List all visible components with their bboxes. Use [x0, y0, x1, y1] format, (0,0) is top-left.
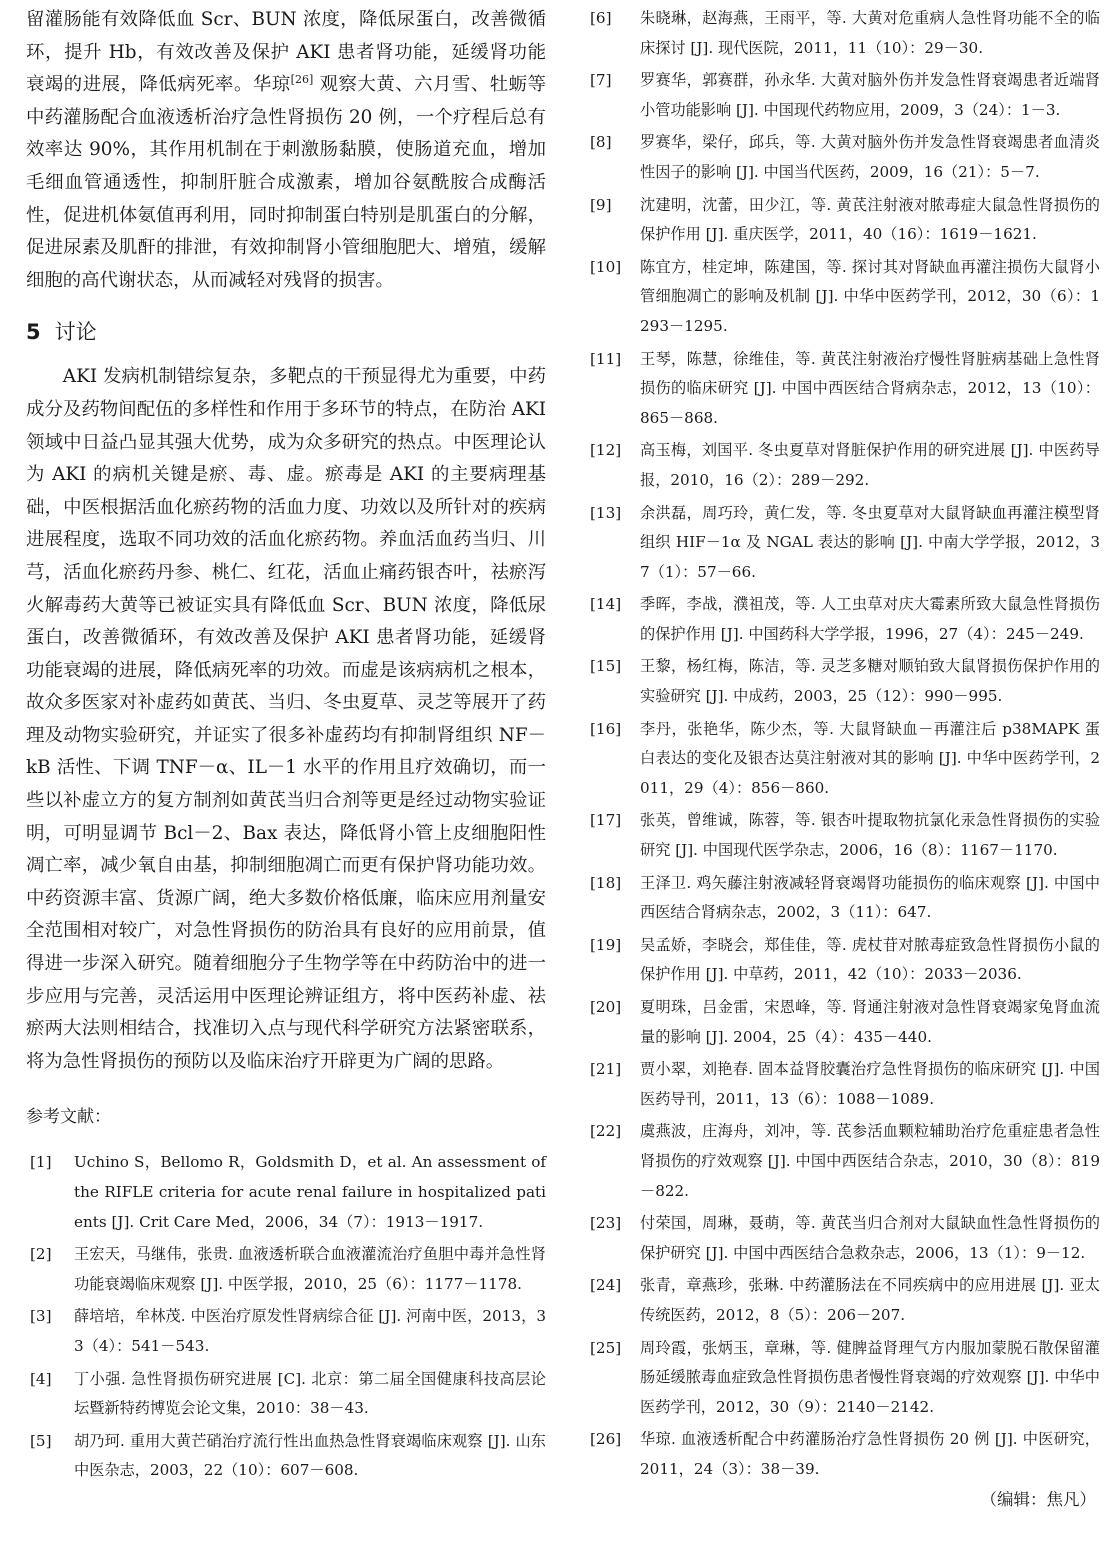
reference-number: [16] — [590, 719, 622, 738]
reference-number: [19] — [590, 935, 622, 954]
reference-item — [584, 1425, 1100, 1484]
reference-item — [584, 128, 1100, 187]
reference-number: [14] — [590, 595, 622, 614]
reference-item — [584, 931, 1100, 990]
reference-number: [11] — [590, 349, 622, 368]
reference-text: 余洪磊，周巧玲，黄仁发，等. 冬虫夏草对大鼠肾缺血再灌注模型肾组织 HIF－1α 及 NGAL 表达的影响 [J]. 中南大学学报，2012，37（1）：57－66. — [640, 503, 1100, 581]
reference-item — [584, 499, 1100, 588]
reference-item — [584, 1334, 1100, 1423]
reference-text: 王宏天，马继伟，张贵. 血液透析联合血液灌流治疗鱼胆中毒并急性肾功能衰竭临床观察 [J]. 中医学报，2010，25（6）：1177－1178. — [74, 1245, 546, 1293]
reference-text: 季晖，李战，濮祖茂，等. 人工虫草对庆大霉素所致大鼠急性肾损伤的保护作用 [J]. 中国药科大学学报，1996，27（4）：245－249. — [640, 595, 1100, 643]
reference-number: [18] — [590, 873, 622, 892]
reference-text: 丁小强. 急性肾损伤研究进展 [C]. 北京：第二届全国健康科技高层论坛暨新特药博览会论文集，2010：38－43. — [74, 1369, 546, 1418]
reference-text: 罗赛华，郭赛群，孙永华. 大黄对脑外伤并发急性肾衰竭患者近端肾小管功能影响 [J]. 中国现代药物应用，2009，3（24）：1－3. — [640, 71, 1100, 119]
reference-number: [22] — [590, 1122, 622, 1141]
reference-text: 罗赛华，梁仔，邱兵，等. 大黄对脑外伤并发急性肾衰竭患者血清炎性因子的影响 [J]. 中国当代医药，2009，16（21）：5－7. — [640, 133, 1100, 181]
reference-item — [584, 993, 1100, 1052]
reference-text: 华琼. 血液透析配合中药灌肠治疗急性肾损伤 20 例 [J]. 中医研究，2011，24（3）：38－39. — [640, 1430, 1100, 1478]
reference-item — [584, 253, 1100, 342]
reference-item — [584, 652, 1100, 711]
reference-text: 高玉梅，刘国平. 冬虫夏草对肾脏保护作用的研究进展 [J]. 中医药导报，2010，16（2）：289－292. — [640, 441, 1100, 489]
reference-list-left — [26, 1148, 546, 1486]
reference-text: 朱晓琳，赵海燕，王雨平，等. 大黄对危重病人急性肾功能不全的临床探讨 [J]. 现代医院，2011，11（10）：29－30. — [640, 9, 1100, 57]
reference-number: [25] — [590, 1338, 622, 1357]
reference-number: [26] — [590, 1430, 622, 1449]
reference-text: 薛培培，牟林茂. 中医治疗原发性肾病综合征 [J]. 河南中医，2013，33（4）：541－543. — [74, 1307, 546, 1355]
treatment-paragraph — [26, 4, 546, 297]
reference-number: [23] — [590, 1214, 622, 1233]
reference-number: [3] — [30, 1307, 52, 1326]
reference-item — [26, 1302, 546, 1361]
reference-text: 吴孟娇，李晓会，郑佳佳，等. 虎杖苷对脓毒症致急性肾损伤小鼠的保护作用 [J]. 中草药，2011，42（10）：2033－2036. — [640, 935, 1100, 984]
reference-number: [4] — [30, 1369, 52, 1388]
reference-text: 李丹，张艳华，陈少杰，等. 大鼠肾缺血－再灌注后 p38MAPK 蛋白表达的变化及银杏达莫注射液对其的影响 [J]. 中华中医药学刊，2011，29（4）：856－860. — [640, 719, 1100, 797]
reference-number: [12] — [590, 441, 622, 460]
reference-item — [26, 1427, 546, 1486]
reference-text: 张英，曾维诚，陈蓉，等. 银杏叶提取物抗氯化汞急性肾损伤的实验研究 [J]. 中国现代医学杂志，2006，16（8）：1167－1170. — [640, 811, 1100, 860]
references-heading: 参考文献： — [26, 1107, 111, 1128]
reference-number: [21] — [590, 1060, 622, 1079]
reference-number: [2] — [30, 1245, 52, 1264]
reference-number: [7] — [590, 71, 612, 90]
reference-item — [26, 1148, 546, 1237]
reference-item — [584, 806, 1100, 865]
reference-number: [15] — [590, 657, 622, 676]
reference-number: [1] — [30, 1153, 52, 1172]
left-column — [26, 4, 546, 1489]
reference-item — [584, 590, 1100, 649]
reference-item — [584, 436, 1100, 495]
reference-text: 陈宜方，桂定坤，陈建国，等. 探讨其对肾缺血再灌注损伤大鼠肾小管细胞凋亡的影响及机制 [J]. 中华中医药学刊，2012，30（6）：1293－1295. — [640, 257, 1100, 335]
paragraph-text: 观察大黄、六月雪、牡蛎等中药灌肠配合血液透析治疗急性肾损伤 20 例，一个疗程后总有效率达 90%，其作用机制在于刺激肠黏膜，使肠道充血，增加毛细血管通透性，抑制肝脏合成激素，增加谷氨酰胺合成酶活性，促进机体氨值再利用，同时抑制蛋白特别是肌蛋白的分解，促进尿素及肌酐的排泄，有效抑制肾小管细胞肥大、增殖，缓解细胞的高代谢状态，从而减轻对残肾的损害。 — [26, 74, 546, 291]
reference-item — [584, 1209, 1100, 1268]
reference-item — [584, 1117, 1100, 1206]
section-title: 讨论 — [54, 320, 97, 345]
reference-item — [584, 715, 1100, 804]
reference-item — [26, 1365, 546, 1424]
reference-number: [5] — [30, 1431, 52, 1450]
reference-text: 贾小翠，刘艳春. 固本益肾胶囊治疗急性肾损伤的临床研究 [J]. 中国医药导刊，2011，13（6）：1088－1089. — [640, 1060, 1100, 1108]
reference-item — [26, 1240, 546, 1299]
reference-text: 沈建明，沈蕾，田少江，等. 黄芪注射液对脓毒症大鼠急性肾损伤的保护作用 [J]. 重庆医学，2011，40（16）：1619－1621. — [640, 195, 1100, 244]
reference-number: [17] — [590, 811, 622, 830]
reference-text: 王泽卫. 鸡矢藤注射液减轻肾衰竭肾功能损伤的临床观察 [J]. 中国中西医结合肾病杂志，2002，3（11）：647. — [640, 873, 1100, 922]
reference-number: [8] — [590, 133, 612, 152]
reference-number: [10] — [590, 257, 622, 276]
reference-number: [9] — [590, 195, 612, 214]
reference-text: 周玲霞，张炳玉，章琳，等. 健脾益肾理气方内服加蒙脱石散保留灌肠延缓脓毒血症致急性肾损伤患者慢性肾衰竭的疗效观察 [J]. 中华中医药学刊，2012，30（9）：2140－2142. — [640, 1338, 1100, 1416]
reference-number: [13] — [590, 503, 622, 522]
reference-number: [24] — [590, 1276, 622, 1295]
reference-number: [6] — [590, 9, 612, 27]
reference-item — [584, 66, 1100, 125]
reference-text: 胡乃珂. 重用大黄芒硝治疗流行性出血热急性肾衰竭临床观察 [J]. 山东中医杂志，2003，22（10）：607－608. — [74, 1431, 546, 1480]
reference-item — [584, 869, 1100, 928]
reference-text: Uchino S，Bellomo R，Goldsmith D，et al. An assessment of the RIFLE criteria for acute renal failure in hospitalized patients [J]. Crit Care Med，2006，34（7）：1913－1917. — [74, 1153, 546, 1231]
right-column — [584, 4, 1100, 1514]
editor-credit: （编辑：焦凡） — [980, 1489, 1096, 1509]
reference-text: 付荣国，周琳，聂萌，等. 黄芪当归合剂对大鼠缺血性急性肾损伤的保护研究 [J]. 中国中西医结合急救杂志，2006，13（1）：9－12. — [640, 1214, 1100, 1262]
reference-item — [584, 1271, 1100, 1330]
reference-item — [584, 4, 1100, 63]
section-number: 5 — [26, 320, 41, 345]
reference-item — [584, 1055, 1100, 1114]
citation-superscript[interactable]: [26] — [290, 73, 314, 87]
paragraph-text: 留灌肠能有效降低血 Scr、BUN 浓度，降低尿蛋白，改善微循环，提升 Hb，有效改善及保护 AKI 患者肾功能，延缓肾功能衰竭的进展，降低病死率。华琼 — [26, 9, 546, 96]
reference-text: 夏明珠，吕金雷，宋恩峰，等. 肾通注射液对急性肾衰竭家兔肾血流量的影响 [J]. 2004，25（4）：435－440. — [640, 998, 1100, 1046]
reference-number: [20] — [590, 998, 622, 1016]
reference-text: 王琴，陈慧，徐维佳，等. 黄芪注射液治疗慢性肾脏病基础上急性肾损伤的临床研究 [J]. 中国中西医结合肾病杂志，2012，13（10）：865－868. — [640, 349, 1100, 427]
reference-text: 王黎，杨红梅，陈洁，等. 灵芝多糖对顺铂致大鼠肾损伤保护作用的实验研究 [J]. 中成药，2003，25（12）：990－995. — [640, 657, 1100, 706]
reference-text: 虞燕波，庄海舟，刘冲，等. 芪参活血颗粒辅助治疗危重症患者急性肾损伤的疗效观察 [J]. 中国中西医结合杂志，2010，30（8）：819－822. — [640, 1122, 1100, 1200]
discussion-paragraph: AKI 发病机制错综复杂，多靶点的干预显得尤为重要，中药成分及药物间配伍的多样性和作用于多环节的特点，在防治 AKI 领域中日益凸显其强大优势，成为众多研究的热点。中医理论认为 AKI 的病机关键是瘀、毒、虚。瘀毒是 AKI 的主要病理基础，中医根据活血化瘀药物的活血力度、功效以及所针对的疾病进展程度，选取不同功效的活血化瘀药物。养血活血药当归、川芎，活血化瘀药丹参、桃仁、红花，活血止痛药银杏叶，祛瘀泻火解毒药大黄等已被证实具有降低血 Scr、BUN 浓度，降低尿蛋白，改善微循环，有效改善及保护 AKI 患者肾功能，延缓肾功能衰竭的进展，降低病死率的功效。而虚是该病病机之根本，故众多医家对补虚药如黄芪、当归、冬虫夏草、灵芝等展开了药理及动物实验研究，并证实了很多补虚药均有抑制肾组织 NF－kB 活性、下调 TNF－α、IL－1 水平的作用且疗效确切，而一些以补虚立方的复方制剂如黄芪当归合剂等更是经过动物实验证明，可明显调节 Bcl－2、Bax 表达，降低肾小管上皮细胞阳性凋亡率，减少氧自由基，抑制细胞凋亡而更有保护肾功能功效。中药资源丰富、货源广阔，绝大多数价格低廉，临床应用剂量安全范围相对较广，对急性肾损伤的防治具有良好的应用前景，值得进一步深入研究。随着细胞分子生物学等在中药防治中的进一步应用与完善，灵活运用中医理论辨证组方，将中医药补虚、祛瘀两大法则相结合，找准切入点与现代科学研究方法紧密联系，将为急性肾损伤的预防以及临床治疗开辟更为广阔的思路。 — [26, 366, 546, 1072]
section-heading — [26, 317, 546, 347]
reference-item — [584, 345, 1100, 434]
reference-item — [584, 191, 1100, 250]
reference-list-right — [584, 4, 1100, 1485]
reference-text: 张青，章燕珍，张琳. 中药灌肠法在不同疾病中的应用进展 [J]. 亚太传统医药，2012，8（5）：206－207. — [640, 1276, 1100, 1324]
